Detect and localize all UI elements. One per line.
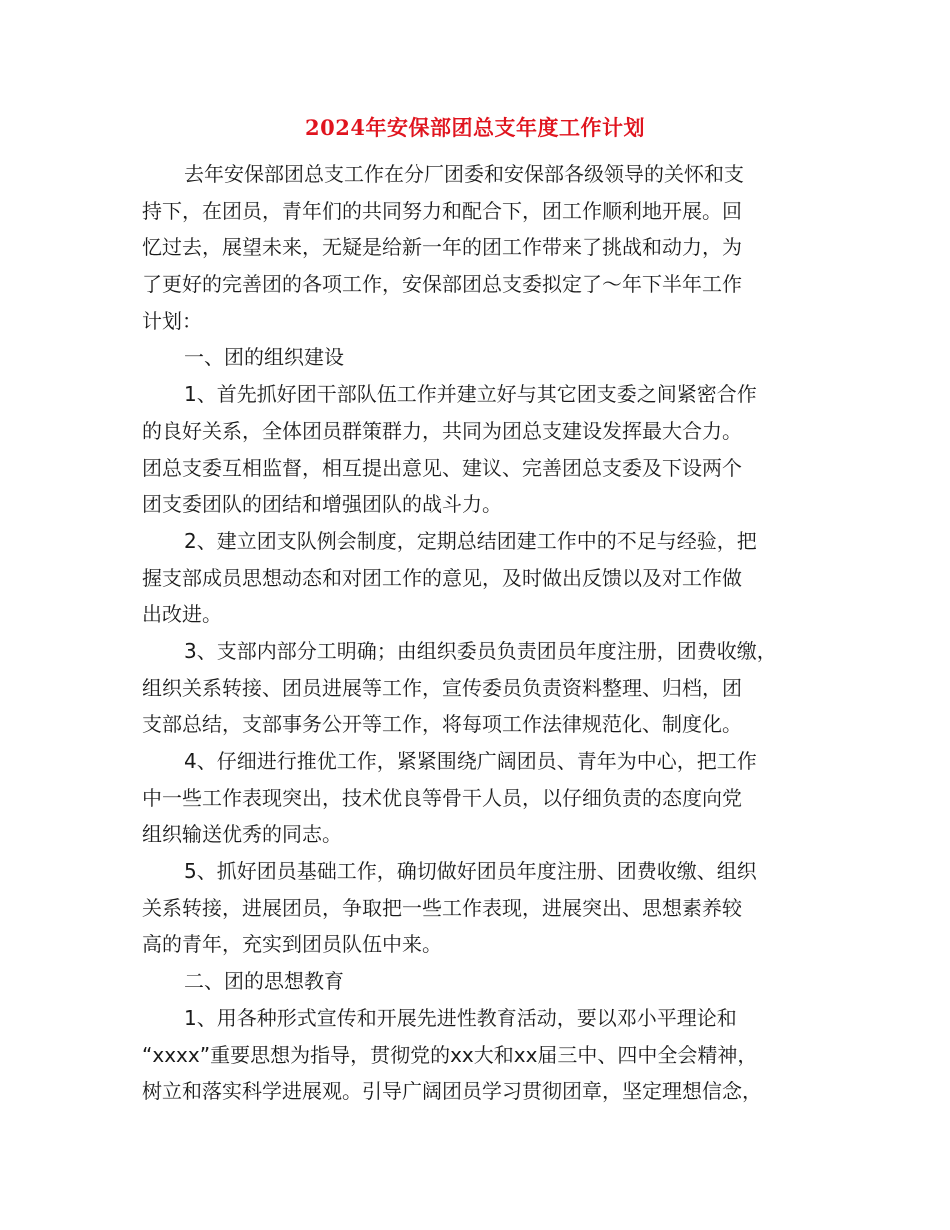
document-body bbox=[142, 156, 842, 1110]
text-line: 了更好的完善团的各项工作，安保部团总支委拟定了～年下半年工作 bbox=[142, 272, 742, 297]
text-line: 4、仔细进行推优工作，紧紧围绕广阔团员、青年为中心，把工作 bbox=[184, 749, 757, 773]
text-line: 中一些工作表现突出，技术优良等骨干人员，以仔细负责的态度向党 bbox=[142, 785, 742, 810]
text-line: 持下，在团员，青年们的共同努力和配合下，团工作顺利地开展。回 bbox=[142, 198, 742, 223]
text-line: 高的青年，充实到团员队伍中来。 bbox=[142, 932, 442, 957]
document-title: 2024年安保部团总支年度工作计划 bbox=[305, 115, 645, 140]
text-line: 团总支委互相监督，相互提出意见、建议、完善团总支委及下设两个 bbox=[142, 455, 742, 480]
text-line: 出改进。 bbox=[142, 602, 222, 627]
text-line: “xxxx”重要思想为指导，贯彻党的xx大和xx届三中、四中全会精神， bbox=[142, 1042, 758, 1067]
text-line: 一、团的组织建设 bbox=[184, 345, 344, 370]
text-line: 5、抓好团员基础工作，确切做好团员年度注册、团费收缴、组织 bbox=[184, 859, 757, 884]
text-line: 关系转接，进展团员，争取把一些工作表现，进展突出、思想素养较 bbox=[142, 895, 742, 920]
text-line: 的良好关系，全体团员群策群力，共同为团总支建设发挥最大合力。 bbox=[142, 418, 742, 443]
text-line: 支部总结，支部事务公开等工作，将每项工作法律规范化、制度化。 bbox=[142, 712, 742, 737]
text-line: 组织关系转接、团员进展等工作，宣传委员负责资料整理、归档，团 bbox=[142, 675, 742, 700]
text-line: 组织输送优秀的同志。 bbox=[142, 822, 342, 847]
text-line: 2、建立团支队例会制度，定期总结团建工作中的不足与经验，把 bbox=[184, 528, 757, 553]
text-line: 树立和落实科学进展观。引导广阔团员学习贯彻团章，坚定理想信念， bbox=[142, 1079, 762, 1104]
text-line: 团支委团队的团结和增强团队的战斗力。 bbox=[142, 492, 502, 517]
text-line: 1、用各种形式宣传和开展先进性教育活动，要以邓小平理论和 bbox=[184, 1005, 737, 1030]
text-line: 1、首先抓好团干部队伍工作并建立好与其它团支委之间紧密合作 bbox=[184, 382, 757, 407]
text-line: 去年安保部团总支工作在分厂团委和安保部各级领导的关怀和支 bbox=[184, 162, 744, 186]
text-line: 握支部成员思想动态和对团工作的意见，及时做出反馈以及对工作做 bbox=[142, 565, 742, 590]
text-line: 忆过去，展望未来，无疑是给新一年的团工作带来了挑战和动力，为 bbox=[142, 235, 742, 260]
text-line: 计划： bbox=[142, 308, 202, 333]
text-line: 二、团的思想教育 bbox=[184, 969, 344, 994]
text-line: 3、支部内部分工明确；由组织委员负责团员年度注册，团费收缴， bbox=[184, 638, 777, 663]
